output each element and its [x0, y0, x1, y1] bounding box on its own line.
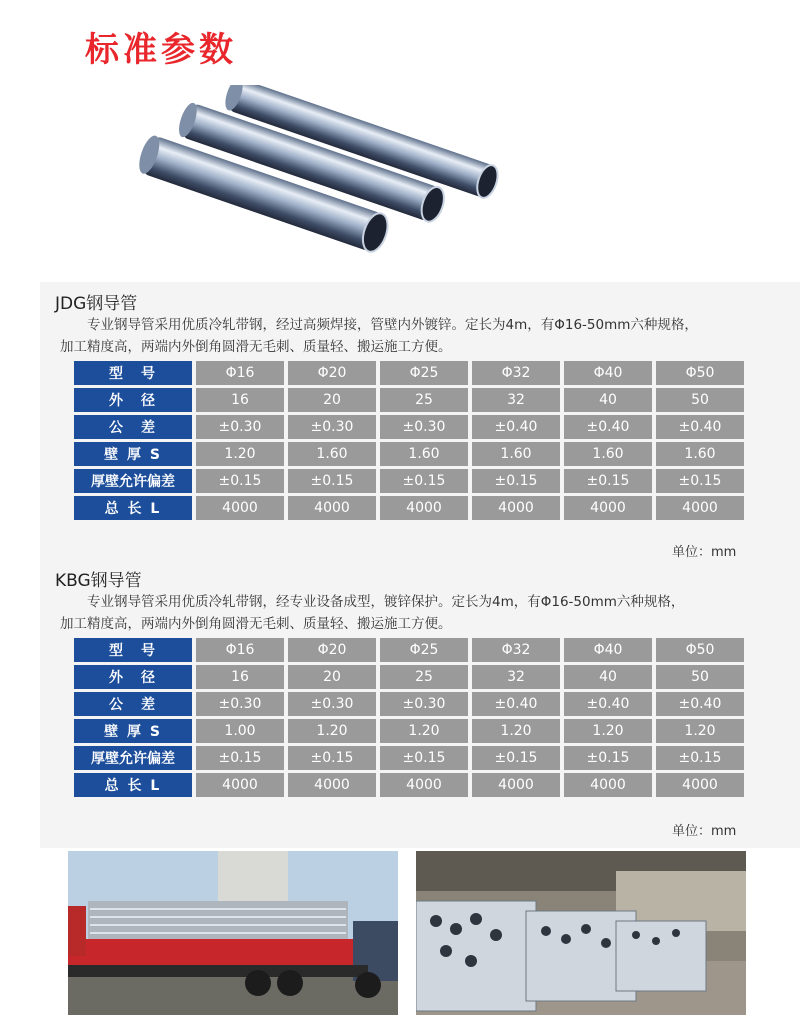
- table-row: [74, 361, 744, 385]
- kbg-section-title: KBG钢导管: [55, 571, 142, 591]
- jdg-unit-note: 单位：mm: [672, 545, 737, 560]
- table-cell: ±0.30: [196, 692, 284, 716]
- kbg-spec-table: [70, 635, 748, 800]
- table-cell: 40: [564, 388, 652, 412]
- steel-conduit-pipes-image: [120, 85, 500, 285]
- table-cell: 1.20: [380, 719, 468, 743]
- table-cell: 4000: [288, 496, 376, 520]
- table-cell: Φ50: [656, 361, 744, 385]
- table-cell: ±0.30: [380, 692, 468, 716]
- table-cell: 1.20: [472, 719, 560, 743]
- table-cell: 4000: [656, 773, 744, 797]
- table-cell: 20: [288, 388, 376, 412]
- table-row: [74, 719, 744, 743]
- table-cell: 1.00: [196, 719, 284, 743]
- table-row: [74, 692, 744, 716]
- table-cell: ±0.15: [380, 746, 468, 770]
- table-cell: ±0.40: [656, 692, 744, 716]
- kbg-description: [60, 591, 750, 635]
- table-cell: Φ20: [288, 638, 376, 662]
- row-header: 厚壁允许偏差: [74, 469, 192, 493]
- table-cell: ±0.30: [380, 415, 468, 439]
- table-cell: ±0.15: [196, 469, 284, 493]
- row-header: 外 径: [74, 388, 192, 412]
- table-cell: ±0.40: [472, 415, 560, 439]
- table-cell: 4000: [380, 773, 468, 797]
- table-cell: ±0.15: [288, 469, 376, 493]
- table-cell: 1.60: [380, 442, 468, 466]
- row-header: 型 号: [74, 638, 192, 662]
- table-cell: Φ50: [656, 638, 744, 662]
- table-cell: ±0.15: [196, 746, 284, 770]
- table-cell: 1.60: [656, 442, 744, 466]
- row-header: 总 长 L: [74, 773, 192, 797]
- table-cell: Φ40: [564, 361, 652, 385]
- table-cell: ±0.30: [288, 692, 376, 716]
- kbg-unit-note: 单位：mm: [672, 824, 737, 839]
- table-row: [74, 773, 744, 797]
- row-header: 厚壁允许偏差: [74, 746, 192, 770]
- table-cell: ±0.15: [564, 469, 652, 493]
- table-row: [74, 638, 744, 662]
- table-cell: Φ20: [288, 361, 376, 385]
- row-header: 壁 厚 S: [74, 442, 192, 466]
- table-cell: 1.20: [196, 442, 284, 466]
- table-cell: ±0.30: [196, 415, 284, 439]
- table-cell: Φ25: [380, 361, 468, 385]
- row-header: 公 差: [74, 415, 192, 439]
- table-cell: 20: [288, 665, 376, 689]
- table-cell: 50: [656, 388, 744, 412]
- table-row: [74, 442, 744, 466]
- table-cell: ±0.15: [472, 469, 560, 493]
- table-cell: 4000: [564, 496, 652, 520]
- kbg-desc-line1: 专业钢导管采用优质冷轧带钢，经专业设备成型，镀锌保护。定长为4m，有Φ16-50mm六种规格，: [87, 594, 685, 610]
- table-cell: 4000: [472, 496, 560, 520]
- jdg-spec-table: [70, 358, 748, 523]
- table-cell: ±0.40: [564, 692, 652, 716]
- table-cell: 1.20: [564, 719, 652, 743]
- table-row: [74, 665, 744, 689]
- table-cell: 4000: [472, 773, 560, 797]
- table-cell: 16: [196, 665, 284, 689]
- table-cell: ±0.40: [472, 692, 560, 716]
- table-row: [74, 469, 744, 493]
- table-cell: ±0.40: [656, 415, 744, 439]
- table-cell: Φ32: [472, 361, 560, 385]
- table-cell: 25: [380, 665, 468, 689]
- row-header: 外 径: [74, 665, 192, 689]
- table-cell: 4000: [196, 773, 284, 797]
- jdg-section-title: JDG钢导管: [55, 294, 138, 314]
- table-cell: 50: [656, 665, 744, 689]
- page-title: 标准参数: [85, 30, 237, 70]
- table-cell: ±0.40: [564, 415, 652, 439]
- table-cell: Φ16: [196, 638, 284, 662]
- warehouse-stock-photo: [416, 851, 746, 1015]
- table-cell: ±0.15: [656, 469, 744, 493]
- table-cell: 4000: [380, 496, 468, 520]
- table-cell: 4000: [656, 496, 744, 520]
- row-header: 总 长 L: [74, 496, 192, 520]
- jdg-desc-line2: 加工精度高，两端内外倒角圆滑无毛刺、质量轻、搬运施工方便。: [60, 339, 452, 355]
- table-row: [74, 496, 744, 520]
- jdg-description: [60, 314, 750, 358]
- table-cell: 1.60: [472, 442, 560, 466]
- table-cell: 4000: [288, 773, 376, 797]
- table-cell: 32: [472, 388, 560, 412]
- table-cell: 25: [380, 388, 468, 412]
- table-cell: 32: [472, 665, 560, 689]
- table-cell: ±0.15: [472, 746, 560, 770]
- table-cell: 1.60: [288, 442, 376, 466]
- table-row: [74, 746, 744, 770]
- row-header: 公 差: [74, 692, 192, 716]
- table-cell: ±0.15: [380, 469, 468, 493]
- table-cell: ±0.15: [656, 746, 744, 770]
- row-header: 壁 厚 S: [74, 719, 192, 743]
- table-row: [74, 415, 744, 439]
- table-cell: Φ16: [196, 361, 284, 385]
- table-cell: 1.60: [564, 442, 652, 466]
- table-cell: 4000: [196, 496, 284, 520]
- table-row: [74, 388, 744, 412]
- table-cell: 1.20: [288, 719, 376, 743]
- truck-loading-photo: [68, 851, 398, 1015]
- table-cell: ±0.15: [288, 746, 376, 770]
- row-header: 型 号: [74, 361, 192, 385]
- jdg-desc-line1: 专业钢导管采用优质冷轧带钢，经过高频焊接，管壁内外镀锌。定长为4m，有Φ16-50mm六种规格，: [87, 317, 698, 333]
- table-cell: ±0.15: [564, 746, 652, 770]
- table-cell: 4000: [564, 773, 652, 797]
- table-cell: 40: [564, 665, 652, 689]
- table-cell: 1.20: [656, 719, 744, 743]
- table-cell: 16: [196, 388, 284, 412]
- table-cell: ±0.30: [288, 415, 376, 439]
- table-cell: Φ40: [564, 638, 652, 662]
- kbg-desc-line2: 加工精度高，两端内外倒角圆滑无毛刺、质量轻、搬运施工方便。: [60, 616, 452, 632]
- table-cell: Φ25: [380, 638, 468, 662]
- table-cell: Φ32: [472, 638, 560, 662]
